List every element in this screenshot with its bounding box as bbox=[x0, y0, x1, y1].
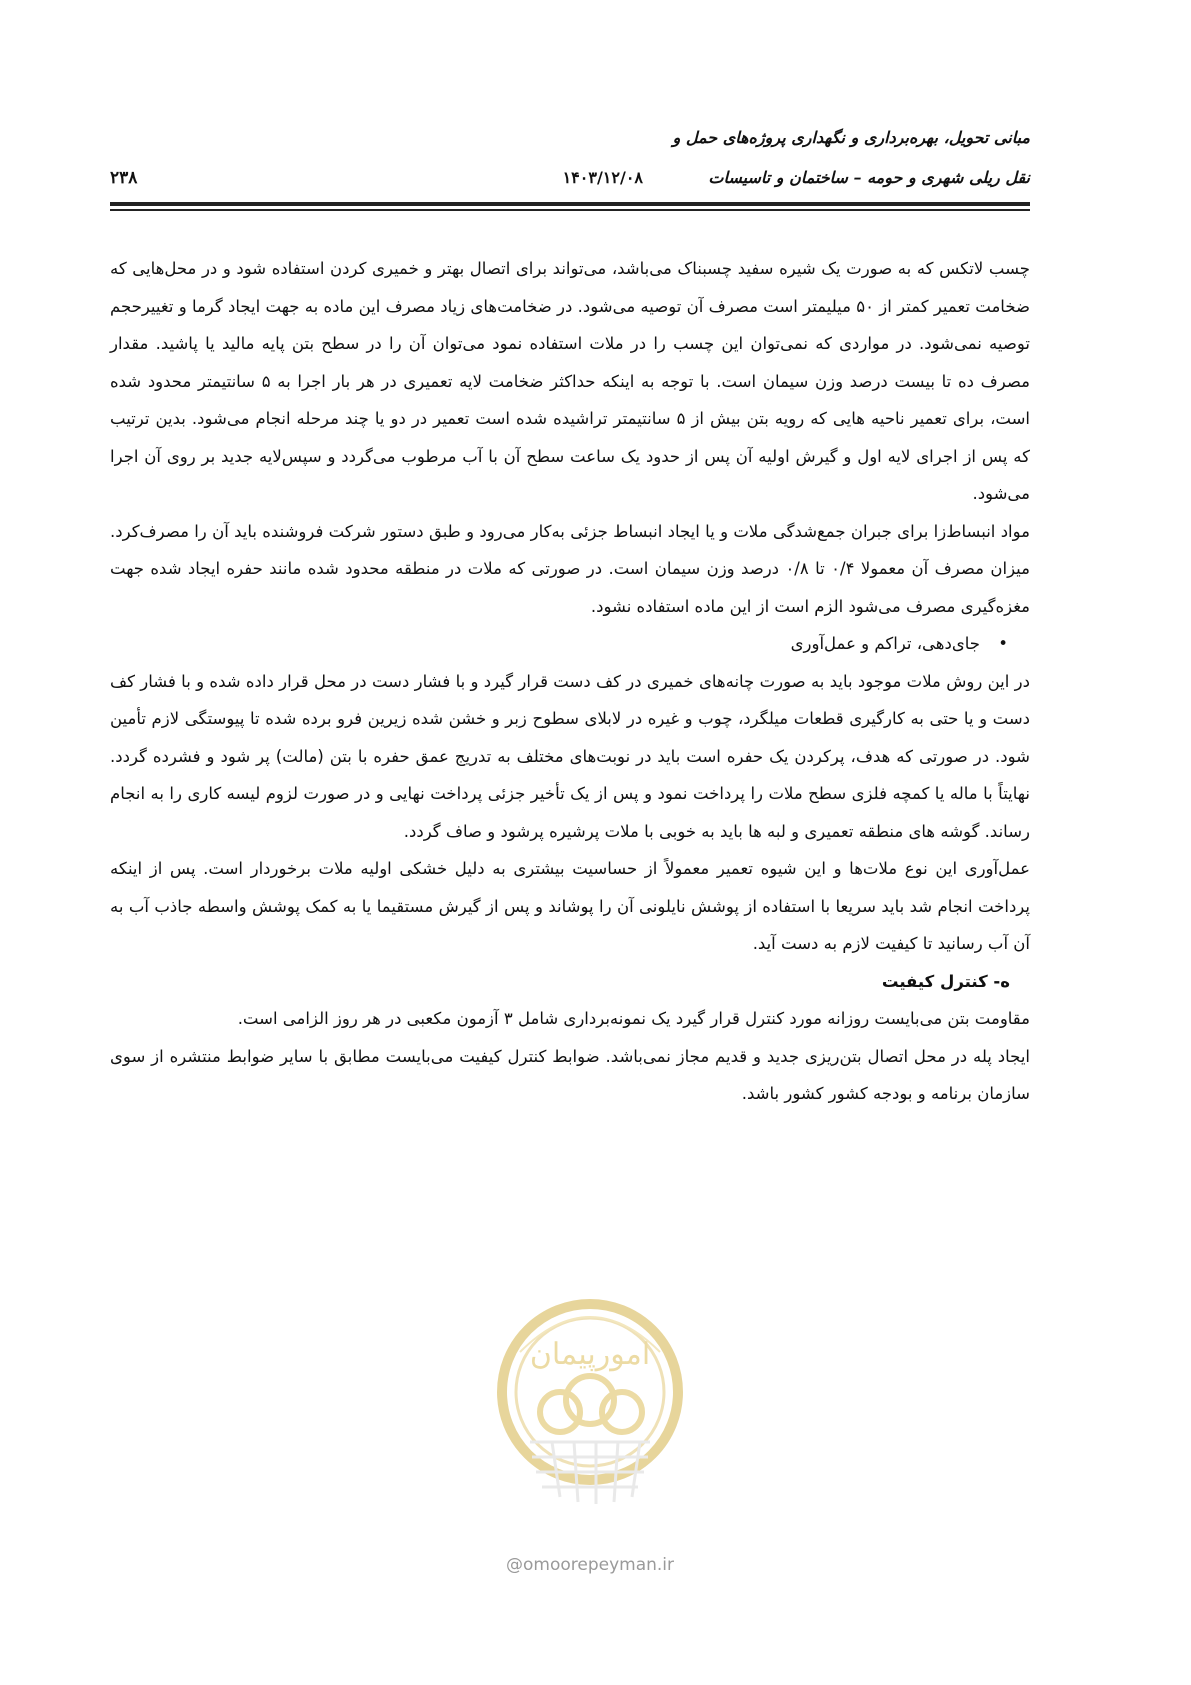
paragraph-quality-criteria: ایجاد پله در محل اتصال بتن‌ریزی جدید و قدیم مجاز نمی‌باشد. ضوابط کنترل کیفیت می‌بایست مطابق با سایر ضوابط منتشره از سوی سازمان برنامه و بودجه کشور کشور باشد. bbox=[110, 1046, 1030, 1103]
paragraph-latex-adhesive: چسب لاتکس که به صورت یک شیره سفید چسبناک می‌باشد، می‌تواند برای اتصال بهتر و خمیری کردن استفاده شود و در محل‌هایی که ضخامت تعمیر کمتر از ۵۰ میلیمتر است مصرف آن توصیه می‌شود. در ضخامت‌های زیاد مصرف این ماده به جهت ایجاد گرما و تغییرحجم توصیه نمی‌شود. در مواردی که نمی‌توان این چسب را در ملات استفاده نمود می‌توان آن را در سطح بتن پایه مالید یا پاشید. مقدار مصرف ده تا بیست درصد وزن سیمان است. با توجه به اینکه حداکثر ضخامت لایه تعمیری در هر بار اجرا به ۵ سانتیمتر محدود شده است، برای تعمیر ناحیه هایی که رویه بتن بیش از ۵ سانتیمتر تراشیده شده است تعمیر در دو یا چند مرحله انجام می‌شود. بدین ترتیب که پس از اجرای لایه اول و گیرش اولیه آن پس از حدود یک ساعت سطح آن با آب مرطوب می‌گردد و سپس‌لایه جدید بر روی آن اجرا می‌شود. bbox=[110, 259, 1031, 503]
watermark-site: @omoorepeyman.ir bbox=[505, 1555, 675, 1575]
header-date: ۱۴۰۳/۱۲/۰۸ bbox=[562, 168, 643, 187]
section-heading-quality-control: ه- کنترل کیفیت bbox=[881, 971, 1010, 991]
bullet-icon: • bbox=[998, 634, 1008, 653]
header-title-line2: نقل ریلی شهری و حومه – ساختمان و تاسیسات bbox=[708, 168, 1030, 187]
header-rule-thin bbox=[110, 209, 1030, 211]
bullet-item bbox=[110, 625, 1030, 663]
paragraph-expansive-materials: مواد انبساط‌زا برای جبران جمع‌شدگی ملات و یا ایجاد انبساط جزئی به‌کار می‌رود و طبق دستور شرکت فروشنده باید آن را مصرف‌کرد. میزان مصرف آن معمولا ۰/۴ تا ۰/۸ درصد وزن سیمان است. در صورتی که ملات در منطقه محدود شده مانند حفره ایجاد شده جهت مغزه‌گیری مصرف می‌شود الزم است از این ماده استفاده نشود. bbox=[110, 521, 1030, 616]
page-number: ۲۳۸ bbox=[110, 168, 138, 188]
paragraph-concrete-strength: مقاومت بتن می‌بایست روزانه مورد کنترل قرار گیرد یک نمونه‌برداری شامل ۳ آزمون مکعبی در هر روز الزامی است. bbox=[237, 1009, 1030, 1028]
watermark-logo-icon bbox=[490, 1292, 690, 1562]
header-rule-thick bbox=[110, 202, 1030, 206]
paragraph-curing: عمل‌آوری این نوع ملات‌ها و این شیوه تعمیر معمولاً از حساسیت بیشتری به دلیل خشکی اولیه ملات برخوردار است. پس از اینکه پرداخت انجام شد باید سریعا با استفاده از پوشش نایلونی آن را پوشاند و پس از گیرش مستقیما یا به کمک پوشش واسطه جاذب آب به آن آب رسانید تا کیفیت لازم به دست آید. bbox=[110, 859, 1030, 953]
header-line2 bbox=[110, 168, 1030, 190]
paragraph-placement: در این روش ملات موجود باید به صورت چانه‌های خمیری در کف دست قرار گیرد و با فشار دست در محل قرار داده شده و با فشار کف دست و یا حتی به کارگیری قطعات میلگرد، چوب و غیره در لابلای سطوح زبر و خشن شده زیرین فرو برده شده تا پیوستگی لازم تأمین شود. در صورتی که هدف، پرکردن یک حفره است باید در نوبت‌های مختلف به تدریج عمق حفره با بتن (مالت) پر شود و فشرده گردد. نهایتاً با ماله یا کمچه فلزی سطح ملات را پرداخت نمود و پس از یک تأخیر جزئی پرداخت نهایی و در صورت لزوم لیسه کاری را به انجام رساند. گوشه های منطقه تعمیری و لبه ها باید به خوبی با ملات پرشیره پرشود و صاف گردد. bbox=[110, 671, 1030, 841]
header-title-line1: مبانی تحویل، بهره‌برداری و نگهداری پروژه‌های حمل و bbox=[672, 128, 1030, 147]
body-text bbox=[110, 250, 1030, 1113]
watermark-logo-text: امورپیمان bbox=[529, 1337, 651, 1372]
bullet-text: جای‌دهی، تراکم و عمل‌آوری bbox=[790, 634, 980, 653]
